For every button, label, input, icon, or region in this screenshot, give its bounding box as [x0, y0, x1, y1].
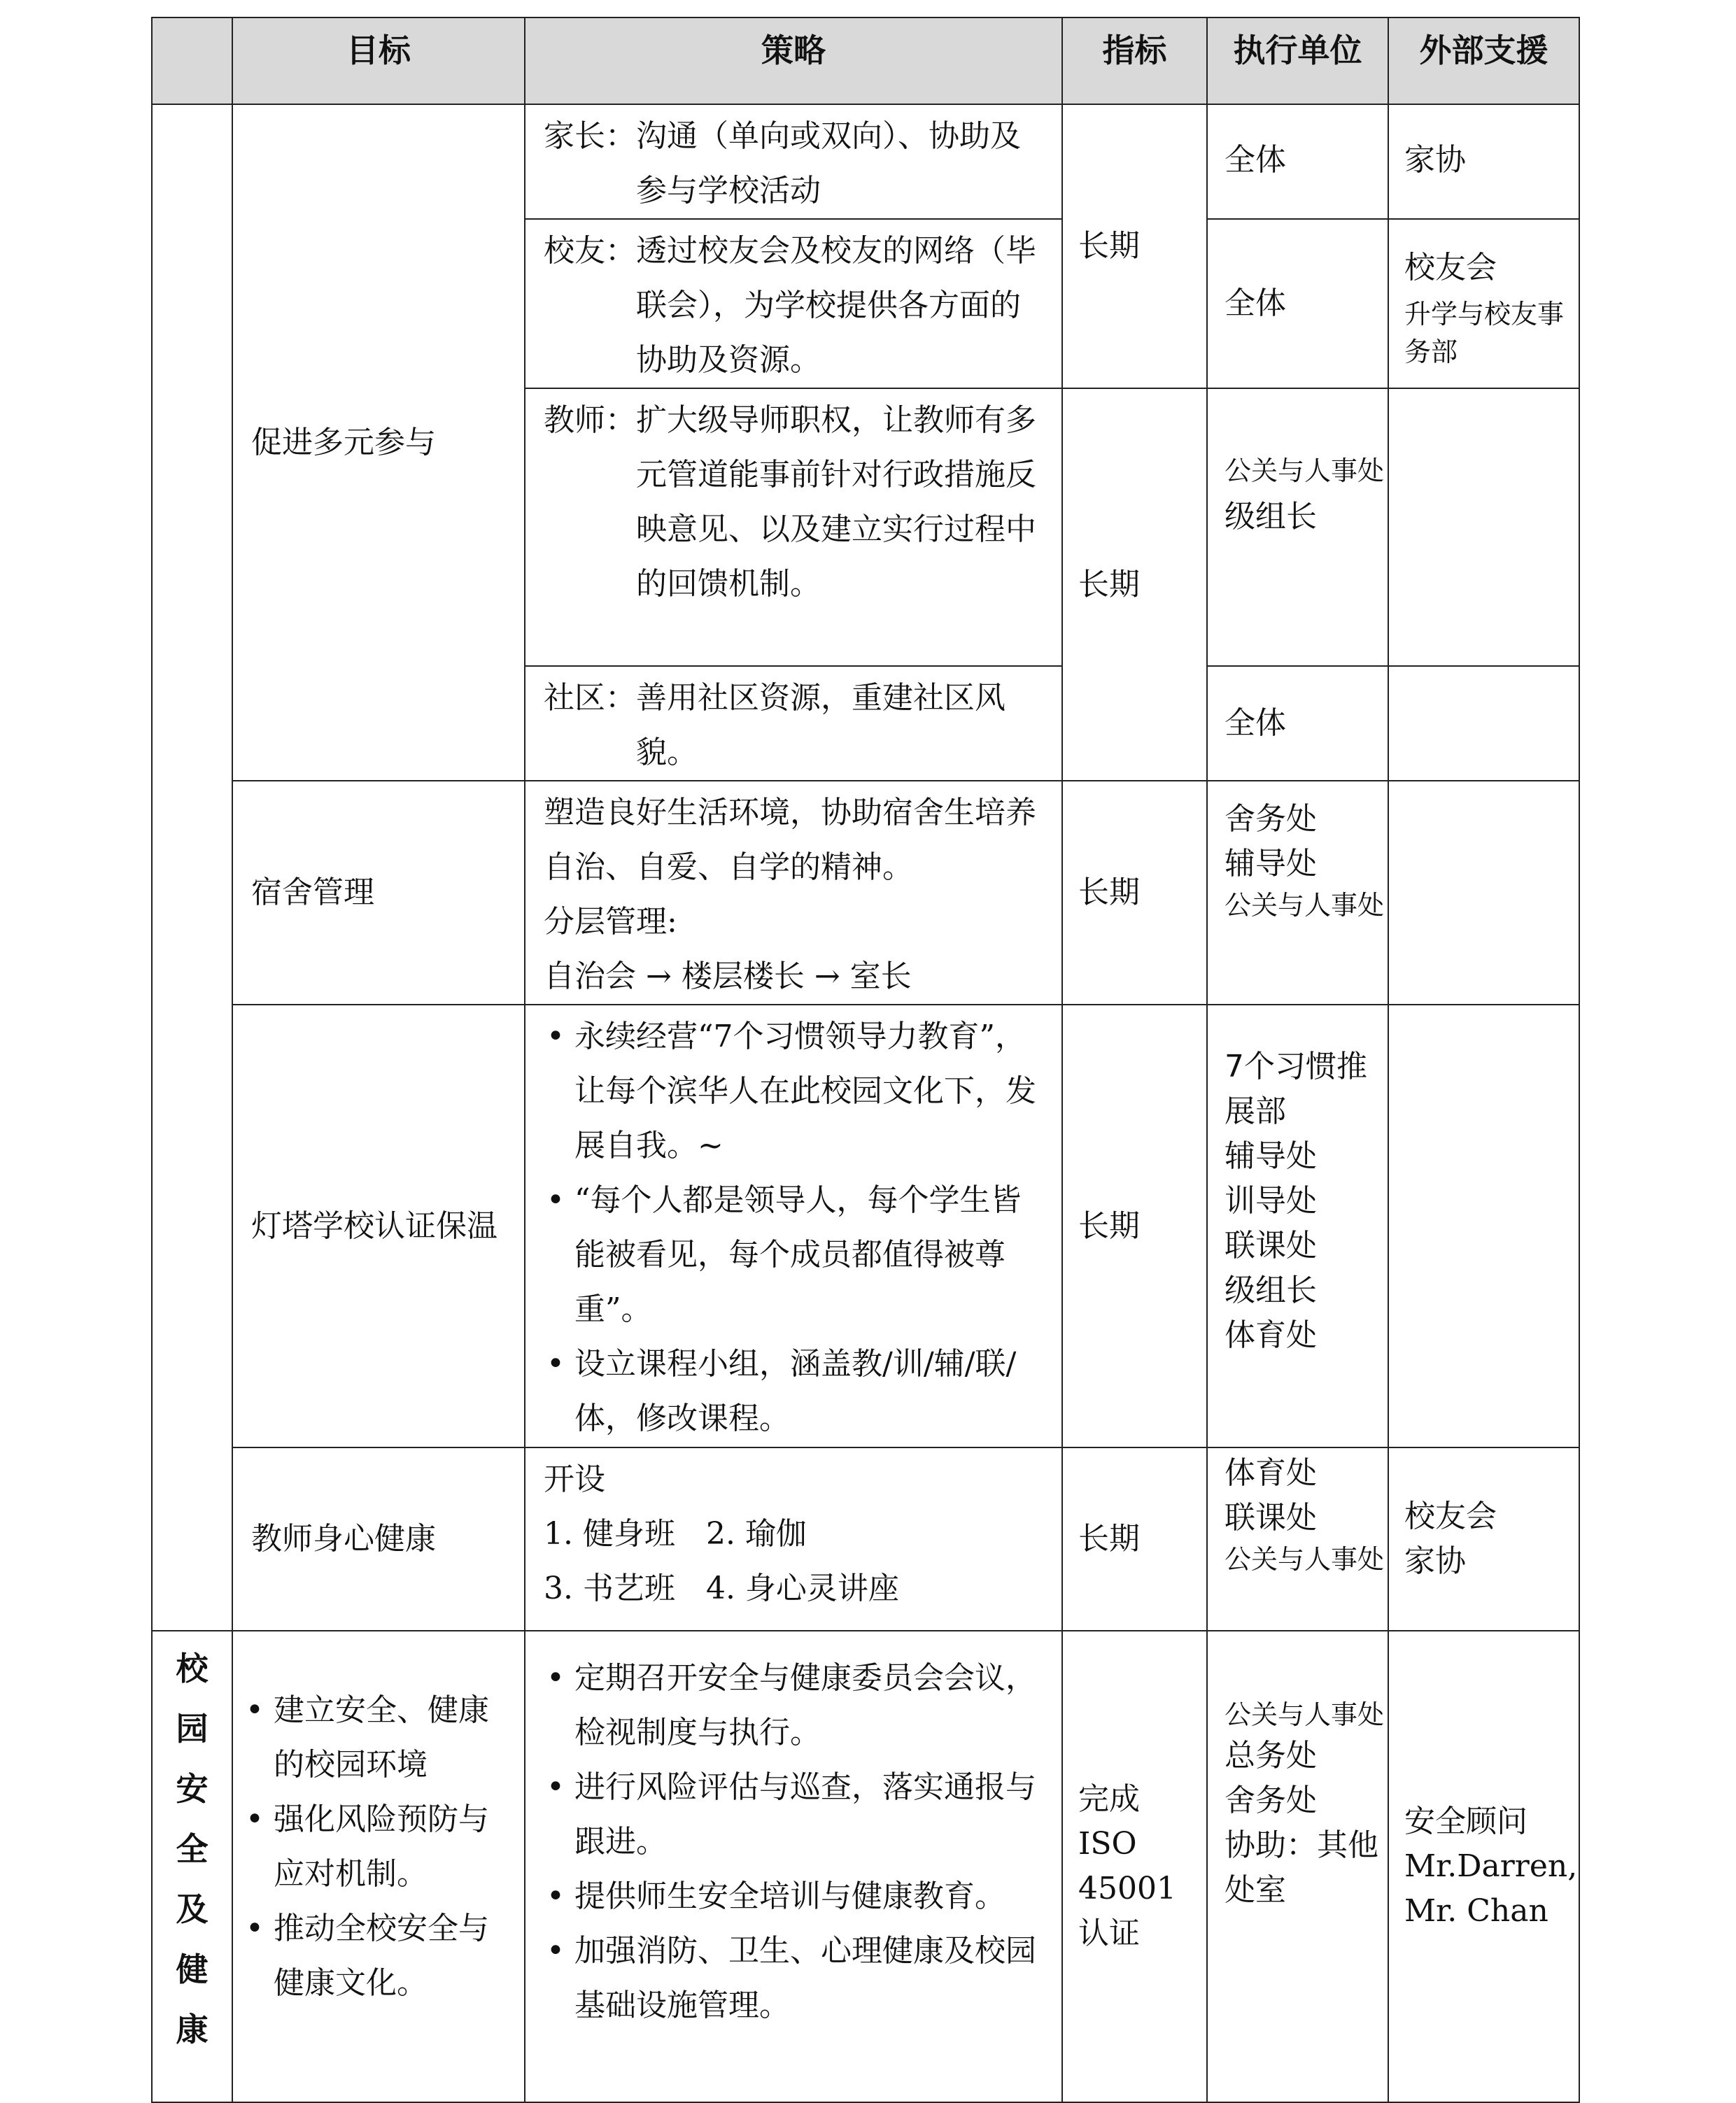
strategy-bullet-list	[544, 1010, 1049, 1446]
strategy-label-parents: 家长：	[544, 118, 636, 154]
exec-text-small: 公关与人事处	[1225, 1544, 1385, 1575]
exec-text: 联课处	[1225, 1228, 1317, 1263]
strategy-bullet-list	[544, 1651, 1049, 2033]
category-char: 康	[176, 2011, 209, 2048]
exec-text: 7个习惯推展部	[1225, 1049, 1367, 1129]
list-item: • 建立安全、健康的校园环境	[243, 1683, 513, 1792]
support-text: 校友会	[1404, 1499, 1497, 1534]
exec-text: 辅导处	[1225, 846, 1317, 881]
indicator-parents-alumni	[1062, 104, 1207, 388]
header-exec: 执行单位	[1207, 17, 1388, 104]
exec-alumni	[1207, 219, 1388, 388]
exec-text: 舍务处	[1225, 1783, 1317, 1818]
list-item: • 定期召开安全与健康委员会会议，检视制度与执行。	[544, 1651, 1049, 1760]
category-char: 安	[176, 1770, 209, 1808]
indicator-safety	[1062, 1631, 1207, 2102]
strategy-dorm	[525, 781, 1062, 1005]
indicator-text: 45001	[1078, 1871, 1176, 1906]
category-safety-health	[152, 1631, 232, 2102]
goal-teacher-health-text: 教师身心健康	[251, 1521, 436, 1557]
table-row	[152, 1005, 1579, 1447]
exec-text: 辅导处	[1225, 1138, 1317, 1174]
category-char: 健	[176, 1950, 209, 1988]
exec-text-small: 公关与人事处	[1225, 1699, 1385, 1730]
strategy-text: 3. 书艺班 4. 身心灵讲座	[544, 1571, 899, 1606]
exec-safety	[1207, 1631, 1388, 2102]
list-item: • 推动全校安全与健康文化。	[243, 1902, 513, 2011]
header-indicator: 指标	[1062, 17, 1207, 104]
exec-text: 协助：其他处室	[1225, 1827, 1378, 1908]
support-text: 校友会	[1404, 250, 1497, 285]
header-strategy: 策略	[525, 17, 1062, 104]
table-row	[152, 781, 1579, 1005]
support-dorm	[1388, 781, 1579, 1005]
header-category	[152, 17, 232, 104]
indicator-teachers-community	[1062, 388, 1207, 781]
indicator-teacher-health	[1062, 1447, 1207, 1631]
exec-text: 总务处	[1225, 1738, 1317, 1773]
strategy-label-alumni: 校友：	[544, 233, 636, 269]
category-cell-empty	[152, 104, 232, 1631]
goal-dorm-text: 宿舍管理	[251, 875, 374, 910]
strategy-label-teachers: 教师：	[544, 402, 636, 438]
indicator-dorm	[1062, 781, 1207, 1005]
list-item: • 永续经营“7个习惯领导力教育”，让每个滨华人在此校园文化下，发展自我。~	[544, 1010, 1049, 1173]
header-goal: 目标	[232, 17, 525, 104]
strategy-text: 分层管理:	[544, 904, 677, 940]
category-char: 全	[176, 1830, 209, 1868]
strategy-lighthouse	[525, 1005, 1062, 1447]
support-community	[1388, 666, 1579, 781]
indicator-text: 长期	[1078, 228, 1140, 264]
indicator-text: 认证	[1078, 1916, 1140, 1951]
goal-safety	[232, 1631, 525, 2102]
header-row	[152, 17, 1579, 104]
support-teacher-health	[1388, 1447, 1579, 1631]
strategy-text: 塑造良好生活环境，协助宿舍生培养自治、自爱、自学的精神。	[544, 795, 1036, 885]
indicator-text: 完成	[1078, 1781, 1140, 1817]
exec-text: 全体	[1225, 142, 1286, 178]
header-support: 外部支援	[1388, 17, 1579, 104]
strategy-safety	[525, 1631, 1062, 2102]
exec-text: 体育处	[1225, 1317, 1317, 1353]
exec-text-small: 公关与人事处	[1225, 890, 1385, 921]
strategy-text: 开设	[544, 1461, 605, 1497]
table-row	[152, 1631, 1579, 2102]
strategy-text-parents: 沟通（单向或双向）、协助及参与学校活动	[636, 118, 1021, 208]
goal-bullet-list	[243, 1683, 513, 2011]
goal-lighthouse-text: 灯塔学校认证保温	[251, 1208, 497, 1244]
list-item: • 进行风险评估与巡查，落实通报与跟进。	[544, 1760, 1049, 1869]
exec-dorm	[1207, 781, 1388, 1005]
exec-text: 联课处	[1225, 1500, 1317, 1536]
exec-text: 舍务处	[1225, 801, 1317, 837]
goal-participation	[232, 104, 525, 781]
exec-text: 级组长	[1225, 499, 1317, 534]
strategy-label-community: 社区：	[544, 680, 636, 716]
indicator-lighthouse	[1062, 1005, 1207, 1447]
list-item: • 加强消防、卫生、心理健康及校园基础设施管理。	[544, 1924, 1049, 2033]
strategy-teacher-health	[525, 1447, 1062, 1631]
exec-text-small: 公关与人事处	[1225, 455, 1385, 486]
support-alumni	[1388, 219, 1579, 388]
indicator-text: 长期	[1078, 1521, 1140, 1557]
list-item: • 强化风险预防与应对机制。	[243, 1792, 513, 1902]
exec-parents	[1207, 104, 1388, 219]
exec-teacher-health	[1207, 1447, 1388, 1631]
indicator-text: 长期	[1078, 1208, 1140, 1244]
strategy-text: 1. 健身班 2. 瑜伽	[544, 1516, 807, 1552]
support-text: 家协	[1404, 142, 1466, 178]
category-char: 及	[176, 1890, 209, 1928]
exec-text: 全体	[1225, 705, 1286, 741]
exec-community	[1207, 666, 1388, 781]
support-text: 家协	[1404, 1543, 1466, 1579]
strategy-text-community: 善用社区资源，重建社区风貌。	[636, 680, 1005, 770]
plan-table	[151, 17, 1580, 2103]
support-text-small: 升学与校友事务部	[1404, 299, 1565, 367]
category-char: 园	[176, 1710, 209, 1748]
exec-lighthouse	[1207, 1005, 1388, 1447]
list-item: • 设立课程小组，涵盖教/训/辅/联/体，修改课程。	[544, 1337, 1049, 1446]
support-safety	[1388, 1631, 1579, 2102]
support-lighthouse	[1388, 1005, 1579, 1447]
strategy-alumni	[525, 219, 1062, 388]
strategy-text-teachers: 扩大级导师职权，让教师有多元管道能事前针对行政措施反映意见、以及建立实行过程中的回馈机制。	[636, 402, 1036, 602]
support-text: Mr. Chan	[1404, 1893, 1548, 1929]
goal-lighthouse	[232, 1005, 525, 1447]
strategy-text: 自治会 → 楼层楼长 → 室长	[544, 958, 912, 994]
goal-dorm	[232, 781, 525, 1005]
table-row	[152, 104, 1579, 219]
strategy-parents	[525, 104, 1062, 219]
support-text: 安全顾问	[1404, 1804, 1527, 1839]
exec-text: 训导处	[1225, 1183, 1317, 1219]
exec-text: 全体	[1225, 285, 1286, 321]
support-text: Mr.Darren,	[1404, 1848, 1578, 1884]
strategy-community	[525, 666, 1062, 781]
exec-text: 级组长	[1225, 1273, 1317, 1308]
indicator-text: ISO	[1078, 1826, 1137, 1862]
strategy-teachers	[525, 388, 1062, 666]
goal-teacher-health	[232, 1447, 525, 1631]
support-teachers	[1388, 388, 1579, 666]
exec-text: 体育处	[1225, 1455, 1317, 1491]
indicator-text: 长期	[1078, 875, 1140, 910]
strategy-text-alumni: 透过校友会及校友的网络（毕联会），为学校提供各方面的协助及资源。	[636, 233, 1036, 378]
table-row	[152, 1447, 1579, 1631]
list-item: • 提供师生安全培训与健康教育。	[544, 1869, 1049, 1924]
category-char: 校	[176, 1650, 209, 1687]
list-item: • “每个人都是领导人，每个学生皆能被看见，每个成员都值得被尊重”。	[544, 1173, 1049, 1337]
exec-teachers	[1207, 388, 1388, 666]
indicator-text: 长期	[1078, 566, 1140, 602]
support-parents	[1388, 104, 1579, 219]
goal-participation-text: 促进多元参与	[251, 424, 436, 460]
